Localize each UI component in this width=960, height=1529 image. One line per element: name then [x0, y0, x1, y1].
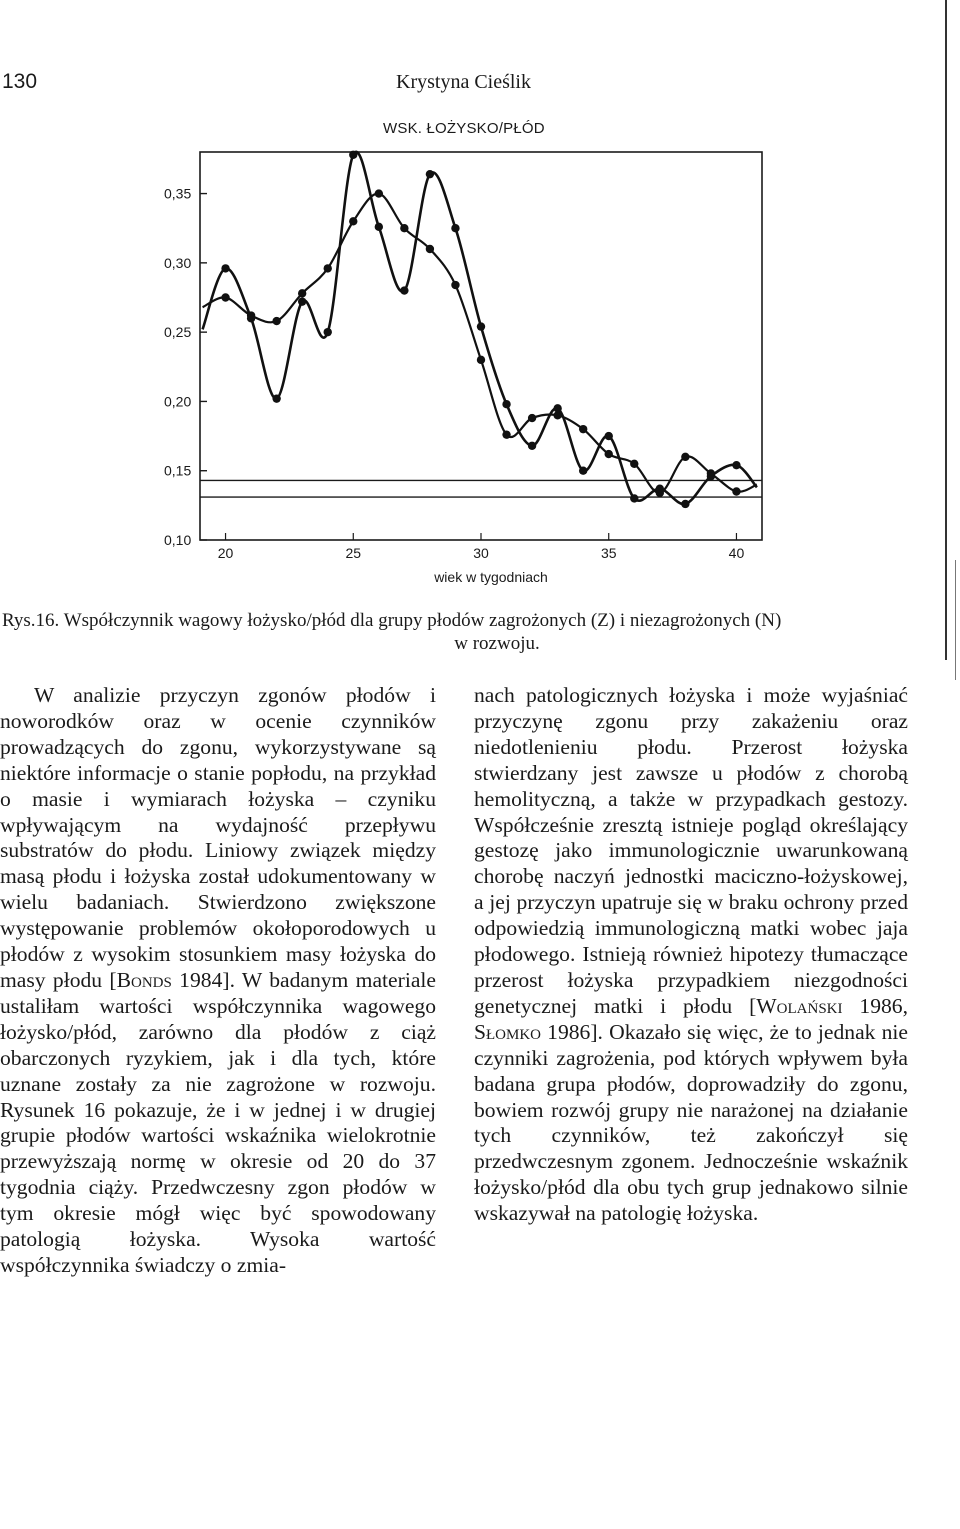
scan-edge-line	[945, 0, 947, 660]
series-2-point	[375, 223, 383, 231]
x-tick-label: 20	[217, 545, 234, 561]
body-column-left	[0, 683, 436, 1279]
series-1-point	[732, 487, 740, 495]
x-tick-label: 30	[473, 545, 489, 561]
scan-edge-line-secondary	[955, 560, 956, 680]
series-1-point	[528, 414, 536, 422]
series-1-point	[349, 217, 357, 225]
placenta-fetus-ratio-chart	[150, 140, 780, 600]
series-2-point	[630, 494, 638, 502]
series-2-point	[272, 394, 280, 402]
series-1-point	[605, 450, 613, 458]
series-2-point	[681, 500, 689, 508]
series-2-point	[426, 170, 434, 178]
series-1-point	[681, 453, 689, 461]
series-2-point	[298, 297, 306, 305]
series-1-line	[203, 194, 757, 493]
x-axis-label: wiek w tygodniach	[434, 569, 548, 585]
citation-bonds: Bonds	[116, 967, 172, 992]
series-2-point	[605, 432, 613, 440]
series-2-point	[349, 151, 357, 159]
series-1-point	[375, 189, 383, 197]
series-2-point	[247, 314, 255, 322]
running-head-author: Krystyna Cieślik	[396, 71, 531, 93]
series-1-point	[400, 224, 408, 232]
chart-title: WSK. ŁOŻYSKO/PŁÓD	[383, 120, 545, 137]
series-1-point	[426, 245, 434, 253]
series-2-point	[400, 286, 408, 294]
series-1-point	[502, 430, 510, 438]
y-tick-label: 0,10	[164, 532, 192, 548]
plot-frame	[200, 152, 762, 540]
series-2-point	[579, 467, 587, 475]
series-2-point	[707, 472, 715, 480]
y-tick-label: 0,20	[164, 393, 192, 410]
citation-slomko: Słomko	[474, 1019, 542, 1044]
y-tick-label: 0,25	[164, 324, 192, 341]
series-1-point	[221, 293, 229, 301]
x-tick-label: 35	[600, 545, 617, 561]
series-1-point	[630, 460, 638, 468]
series-1-point	[477, 356, 485, 364]
series-2-point	[528, 442, 536, 450]
series-2-point	[502, 400, 510, 408]
y-tick-label: 0,35	[164, 185, 192, 202]
figure-caption-line2: w rozwoju.	[454, 633, 540, 654]
series-2-point	[221, 264, 229, 272]
x-tick-label: 40	[728, 545, 745, 561]
series-2-point	[656, 485, 664, 493]
series-1-point	[324, 264, 332, 272]
page-number: 130	[2, 70, 38, 93]
series-1-point	[298, 289, 306, 297]
series-1-point	[272, 317, 280, 325]
body-paragraph-left: W analizie przyczyn zgonów płodów i noworodków oraz w ocenie czynników prowadzących do zgonu, wykorzystywane są niektóre informacje o stanie popłodu, na przykład o masie i wymiarach łożyska – czyniku wpływającym na wydajność przepływu substratów do płodu. Liniowy związek między masą płodu i łożyska został udokumentowany w wielu badaniach. Stwierdzono zwiększone występowanie problemów okołoporodowych u płodów z wysokim stosunkiem masy łożyska do masy płodu [Bonds 1984]. W badanym materiale ustaliłam wartości współczynnika wagowego łożysko/płód, zarówno dla płodów z ciąż obarczonych ryzykiem, jak i dla tych, które uznane zostały za nie zagrożone w rozwoju. Rysunek 16 pokazuje, że i w jednej i w drugiej grupie płodów wartości wskaźnika wielokrotnie przewyższają normę w okresie od 20 do 37 tygodnia ciąży. Przedwczesny zgon płodów w tym okresie mógł więc być spowodowany patologią łożyska. Wysoka wartość współczynnika świadczy o zmia-	[0, 683, 436, 1277]
series-1-point	[579, 425, 587, 433]
body-column-right	[474, 683, 908, 1227]
y-tick-label: 0,15	[164, 462, 192, 479]
citation-wolanski: Wolański	[756, 993, 843, 1018]
series-2-point	[553, 404, 561, 412]
x-tick-label: 25	[345, 545, 362, 561]
series-1-point	[451, 281, 459, 289]
series-2-point	[451, 224, 459, 232]
body-paragraph-right: nach patologicznych łożyska i może wyjaśniać przyczynę zgonu przy zakażeniu oraz niedotlenieniu płodu. Przerost łożyska stwierdzany jest zawsze u płodów z chorobą hemolityczną, a także w przypadkach gestozy. Współcześnie zresztą istnieje pogląd określający gestozę jako immunologicznie uwarunkowaną chorobę naczyń jednostki maciczno-łożyskowej, a jej przyczyn upatruje się w braku ochrony przed odpowiedzią immunologiczną matki wobec jaja płodowego. Istnieją również hipotezy tłumaczące przerost łożyska przypadkiem niezgodności genetycznej matki i płodu [Wolański 1986, Słomko 1986]. Okazało się więc, że to jednak nie czynniki zagrożenia, pod których wpływem była badana grupa płodów, doprowadziły do zgonu, bowiem rozwój grupy nie narażonej na działanie tych czynników, też zakończył się przedwczesnym zgonem. Jednocześnie wskaźnik łożysko/płód dla obu tych grup jednakowo silnie wskazywał na patologię łożyska.	[474, 683, 908, 1226]
series-2-point	[477, 322, 485, 330]
series-2-point	[324, 328, 332, 336]
series-2-point	[732, 461, 740, 469]
figure-caption-line1: Rys.16. Współczynnik wagowy łożysko/płód dla grupy płodów zagrożonych (Z) i niezagrożonych (N)	[2, 610, 782, 631]
y-tick-label: 0,30	[164, 254, 192, 271]
figure-caption	[2, 609, 912, 655]
